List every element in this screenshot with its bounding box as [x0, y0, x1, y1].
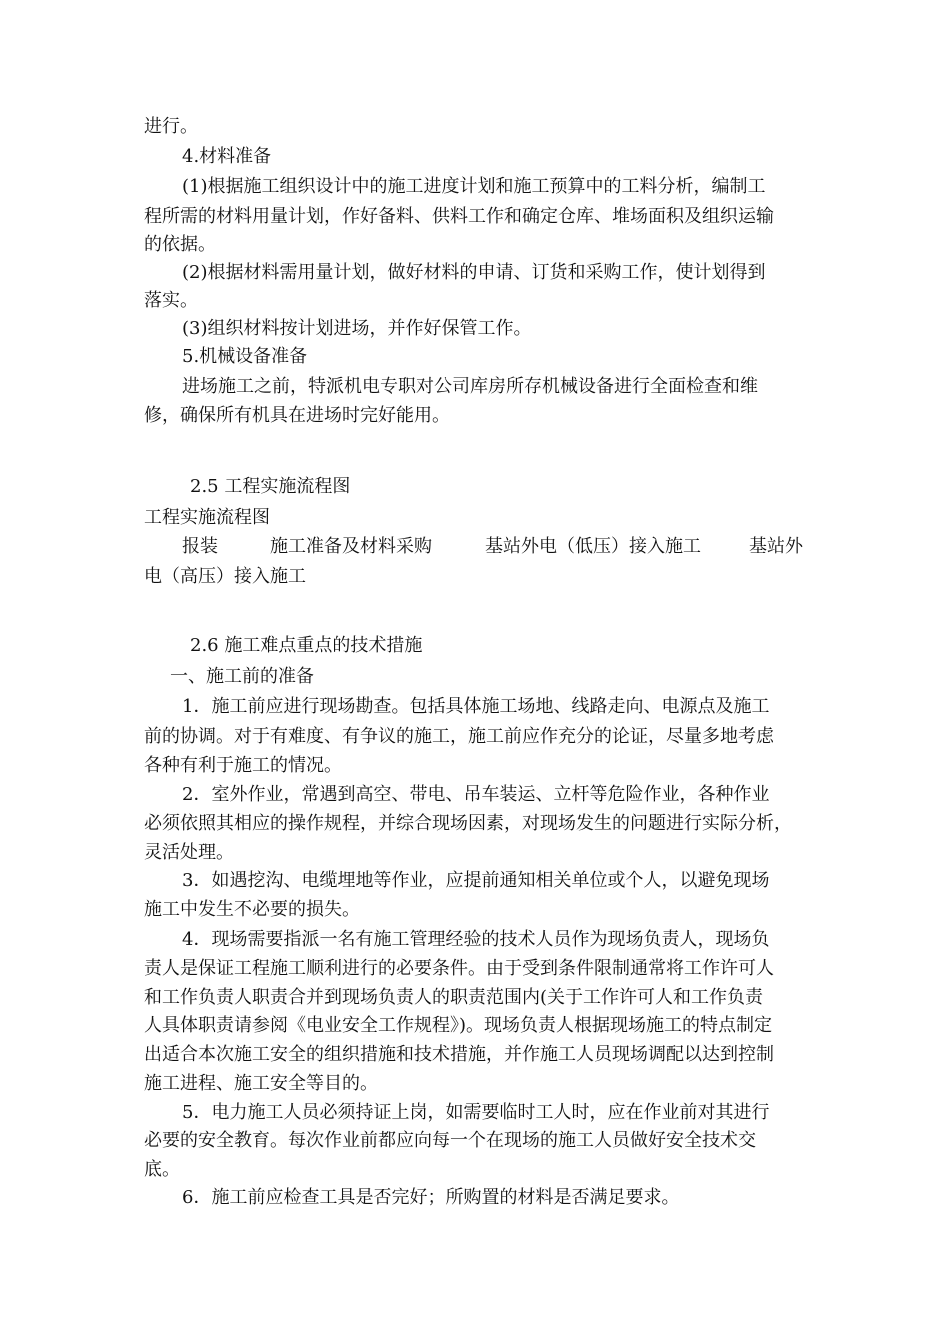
flow-step-2: 施工准备及材料采购 — [270, 536, 432, 557]
item-2-line1: 2．室外作业，常遇到高空、带电、吊车装运、立杆等危险作业，各种作业 — [182, 784, 770, 805]
section-2-5-heading: 2.5 工程实施流程图 — [190, 476, 351, 497]
materials-item-1-line3: 的依据。 — [144, 234, 216, 255]
flow-step-4: 基站外 — [749, 536, 803, 557]
item-4-line6: 施工进程、施工安全等目的。 — [144, 1073, 378, 1094]
materials-item-1-line1: (1)根据施工组织设计中的施工进度计划和施工预算中的工料分析，编制工 — [182, 176, 766, 197]
item-1-line3: 各种有利于施工的情况。 — [144, 755, 342, 776]
materials-item-3: (3)组织材料按计划进场，并作好保管工作。 — [182, 318, 532, 339]
section-2-6-heading: 2.6 施工难点重点的技术措施 — [190, 635, 423, 656]
materials-item-2-line2: 落实。 — [144, 290, 198, 311]
materials-item-2-line1: (2)根据材料需用量计划，做好材料的申请、订货和采购工作，使计划得到 — [182, 262, 766, 283]
flow-step-3: 基站外电（低压）接入施工 — [485, 536, 701, 557]
paragraph-continuation: 进行。 — [144, 116, 198, 137]
flow-step-1: 报装 — [182, 536, 218, 557]
item-3-line1: 3．如遇挖沟、电缆埋地等作业，应提前通知相关单位或个人，以避免现场 — [182, 870, 770, 891]
item-4-line5: 出适合本次施工安全的组织措施和技术措施，并作施工人员现场调配以达到控制 — [144, 1044, 774, 1065]
heading-materials: 4.材料准备 — [182, 146, 272, 167]
item-1-line1: 1．施工前应进行现场勘查。包括具体施工场地、线路走向、电源点及施工 — [182, 696, 770, 717]
equipment-line1: 进场施工之前，特派机电专职对公司库房所存机械设备进行全面检查和维 — [182, 376, 758, 397]
item-5-line2: 必要的安全教育。每次作业前都应向每一个在现场的施工人员做好安全技术交 — [144, 1130, 756, 1151]
equipment-line2: 修，确保所有机具在进场时完好能用。 — [144, 405, 450, 426]
item-1-line2: 前的协调。对于有难度、有争议的施工，施工前应作充分的论证，尽量多地考虑 — [144, 726, 774, 747]
materials-item-1-line2: 程所需的材料用量计划，作好备料、供料工作和确定仓库、堆场面积及组织运输 — [144, 206, 774, 227]
item-4-line4: 人具体职责请参阅《电业安全工作规程》)。现场负责人根据现场施工的特点制定 — [144, 1015, 773, 1036]
item-3-line2: 施工中发生不必要的损失。 — [144, 899, 360, 920]
heading-equipment: 5.机械设备准备 — [182, 346, 308, 367]
item-2-line2: 必须依照其相应的操作规程，并综合现场因素，对现场发生的问题进行实际分析， — [144, 813, 792, 834]
item-4-line2: 责人是保证工程施工顺利进行的必要条件。由于受到条件限制通常将工作许可人 — [144, 958, 774, 979]
item-5-line3: 底。 — [144, 1159, 180, 1180]
flow-step-4-cont: 电（高压）接入施工 — [144, 566, 306, 587]
item-4-line3: 和工作负责人职责合并到现场负责人的职责范围内(关于工作许可人和工作负责 — [144, 987, 764, 1008]
item-2-line3: 灵活处理。 — [144, 842, 234, 863]
item-4-line1: 4．现场需要指派一名有施工管理经验的技术人员作为现场负责人，现场负 — [182, 929, 770, 950]
flow-title: 工程实施流程图 — [144, 507, 270, 528]
item-5-line1: 5．电力施工人员必须持证上岗，如需要临时工人时，应在作业前对其进行 — [182, 1102, 770, 1123]
item-6: 6．施工前应检查工具是否完好；所购置的材料是否满足要求。 — [182, 1187, 680, 1208]
subheading-preparation: 一、施工前的准备 — [170, 666, 314, 687]
